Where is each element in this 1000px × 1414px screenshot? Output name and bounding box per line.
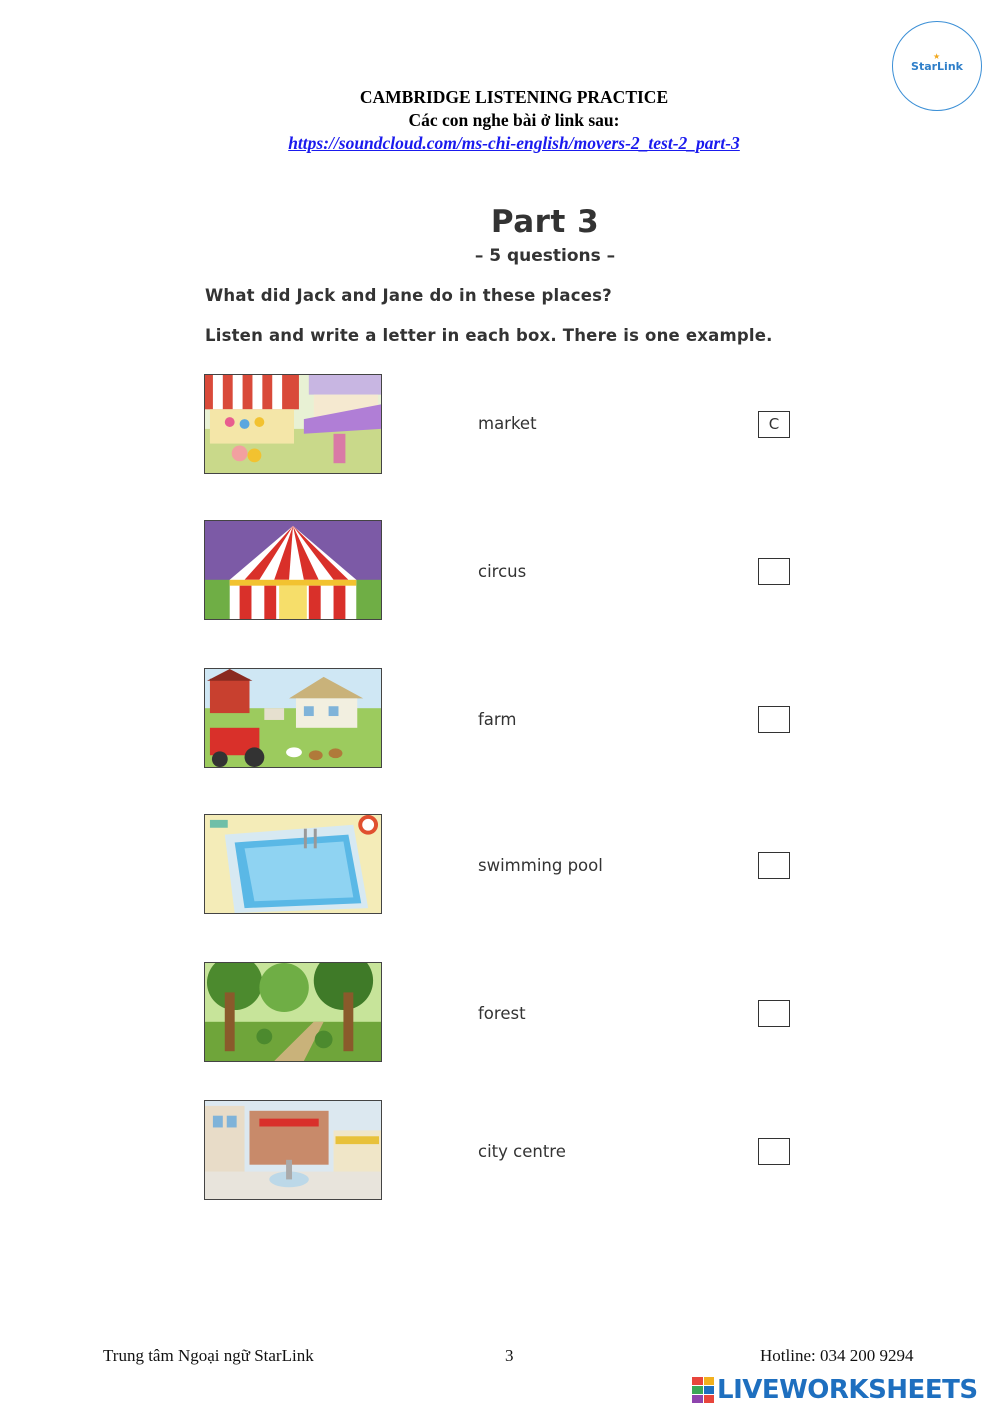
- liveworksheets-text: LIVEWORKSHEETS: [717, 1375, 978, 1405]
- page-number: 3: [505, 1346, 514, 1365]
- list-item: [0, 520, 1000, 624]
- logo-text: ★ StarLink: [911, 51, 963, 73]
- answer-box[interactable]: [758, 558, 790, 585]
- liveworksheets-icon: [692, 1377, 714, 1403]
- instruction-text: Listen and write a letter in each box. There is one example.: [205, 326, 773, 345]
- circus-picture: [204, 520, 382, 620]
- answer-box[interactable]: [758, 706, 790, 733]
- part-title: Part 3: [490, 204, 600, 240]
- soundcloud-link[interactable]: https://soundcloud.com/ms-chi-english/movers-2_test-2_part-3: [288, 133, 740, 153]
- liveworksheets-brand: [692, 1373, 978, 1407]
- header-title: CAMBRIDGE LISTENING PRACTICE: [359, 87, 669, 107]
- item-label: forest: [478, 1004, 526, 1023]
- city-centre-picture: [204, 1100, 382, 1200]
- item-label: market: [478, 414, 537, 433]
- answer-box[interactable]: [758, 1000, 790, 1027]
- answer-box[interactable]: [758, 1138, 790, 1165]
- item-label: city centre: [478, 1142, 566, 1161]
- list-item: [0, 962, 1000, 1066]
- market-picture: [204, 374, 382, 474]
- footer-hotline: Hotline: 034 200 9294: [760, 1346, 914, 1365]
- item-label: farm: [478, 710, 517, 729]
- list-item: [0, 1100, 1000, 1204]
- farm-picture: [204, 668, 382, 768]
- header-subtitle: Các con nghe bài ở link sau:: [408, 110, 620, 130]
- part-subtitle: – 5 questions –: [474, 246, 616, 266]
- item-label: circus: [478, 562, 527, 581]
- footer-center-name: Trung tâm Ngoại ngữ StarLink: [103, 1346, 314, 1365]
- page-header: [0, 86, 1000, 155]
- list-item: [0, 814, 1000, 918]
- answer-box[interactable]: [758, 852, 790, 879]
- list-item: [0, 374, 1000, 478]
- forest-picture: [204, 962, 382, 1062]
- question-text: What did Jack and Jane do in these places?: [205, 286, 612, 305]
- answer-box[interactable]: C: [758, 411, 790, 438]
- swimming-pool-picture: [204, 814, 382, 914]
- list-item: [0, 668, 1000, 772]
- item-label: swimming pool: [478, 856, 603, 875]
